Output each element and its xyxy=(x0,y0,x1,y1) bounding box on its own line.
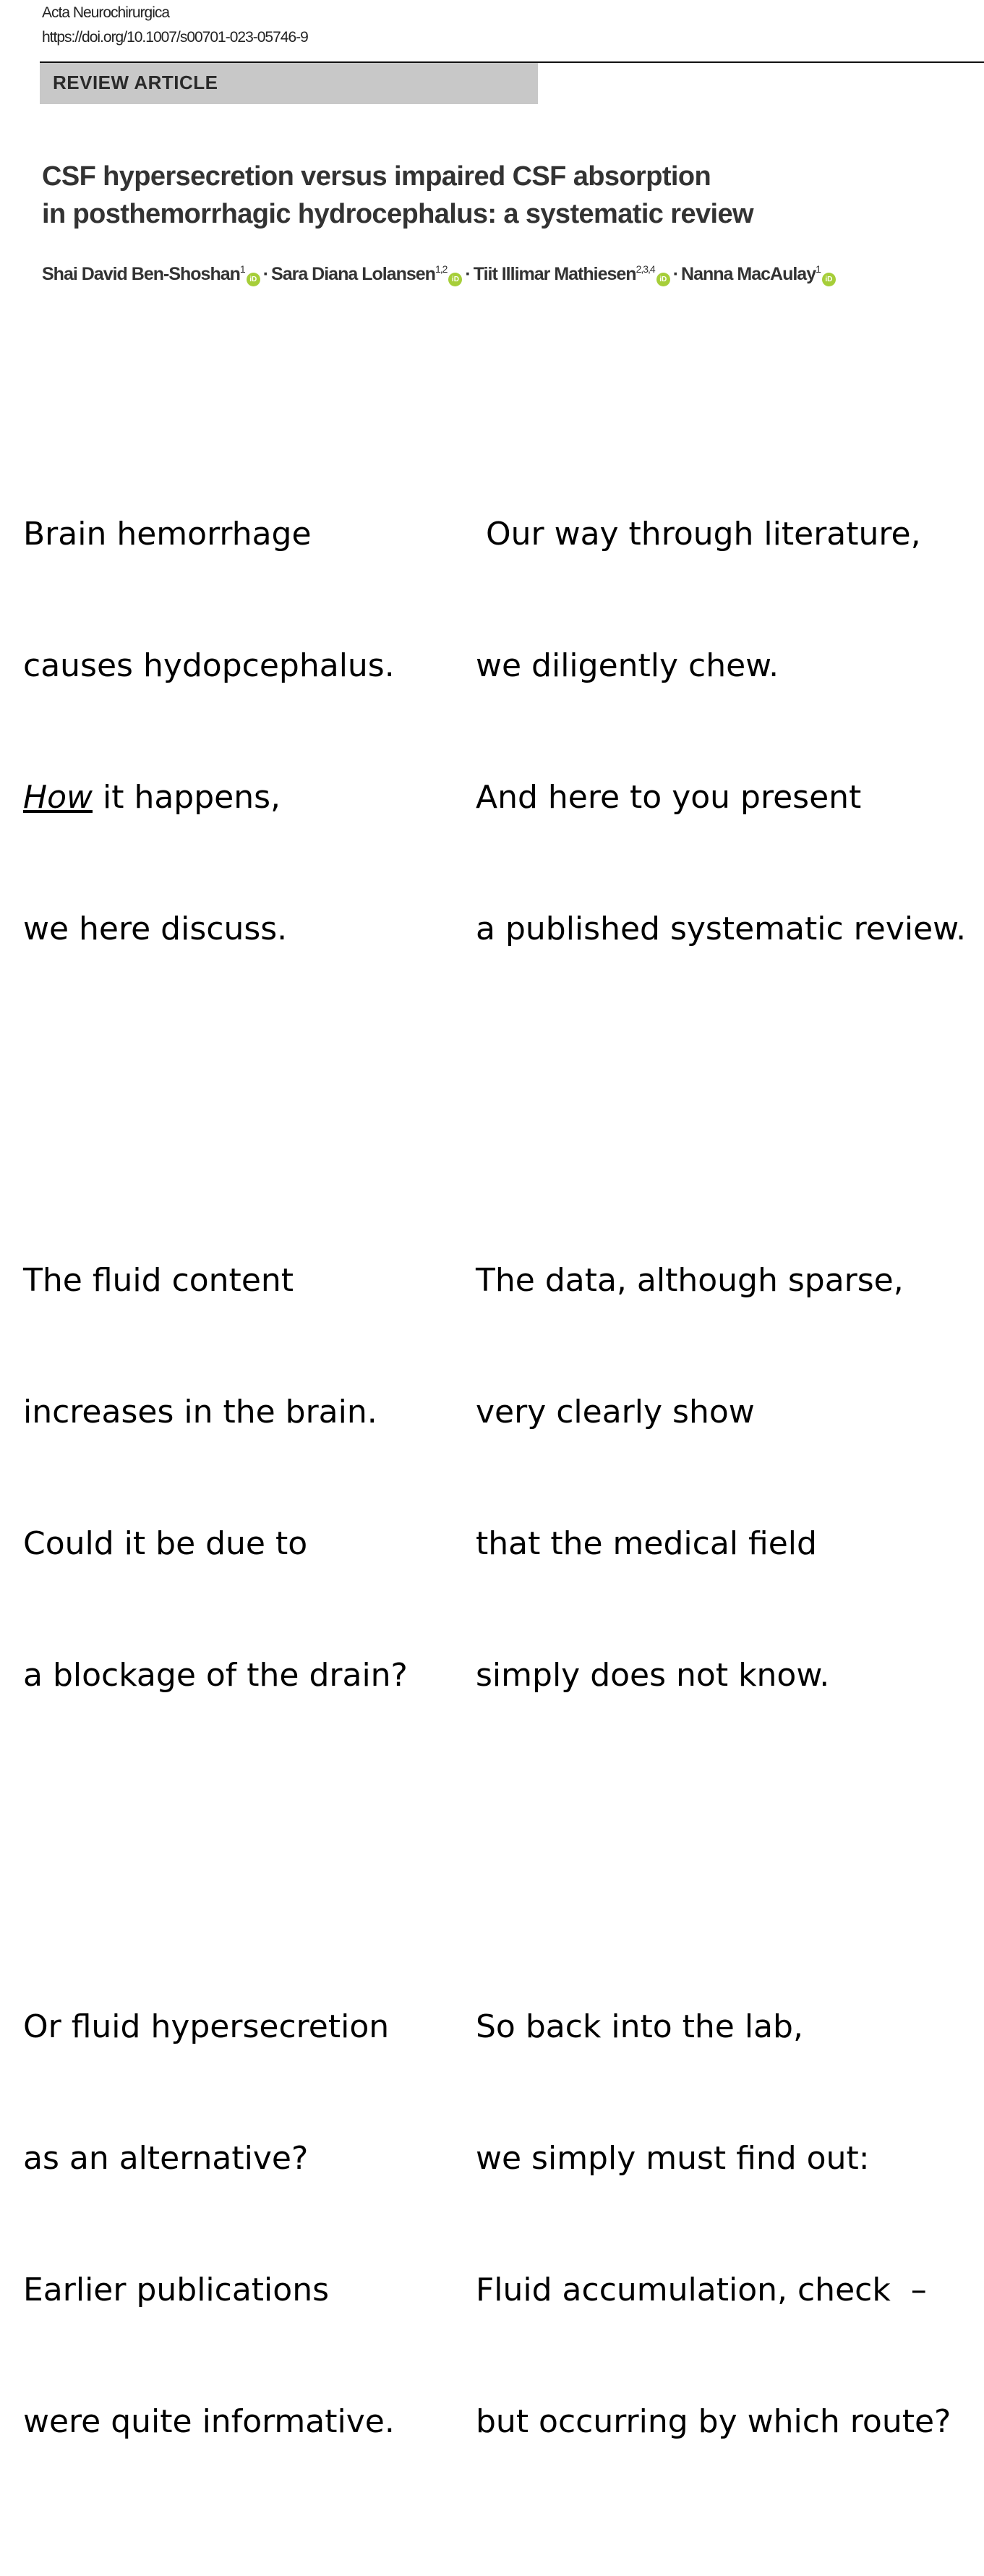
poem-line: we diligently chew. xyxy=(476,647,779,684)
poem-line: Could it be due to xyxy=(23,1524,308,1562)
poem-line: Or fluid hypersecretion xyxy=(23,2008,390,2045)
author-affiliation: 1,2 xyxy=(435,263,448,275)
author-affiliation: 1 xyxy=(816,263,821,275)
poem-line: we here discuss. xyxy=(23,910,288,948)
doi-link[interactable]: https://doi.org/10.1007/s00701-023-05746-9 xyxy=(42,29,308,46)
poem-line: were quite informative. xyxy=(23,2403,395,2441)
orcid-icon[interactable]: iD xyxy=(247,273,260,286)
orcid-icon[interactable]: iD xyxy=(448,273,462,286)
poem-line: increases in the brain. xyxy=(23,1393,377,1430)
poem-line: a blockage of the drain? xyxy=(23,1657,408,1694)
poem-line: causes hydopcephalus. xyxy=(23,647,395,684)
poem-line: that the medical field xyxy=(476,1524,817,1562)
poem-line: as an alternative? xyxy=(23,2139,309,2177)
author-separator: · xyxy=(672,264,679,284)
poem-line xyxy=(23,776,408,820)
author-name[interactable]: Shai David Ben-Shoshan xyxy=(42,264,240,284)
poem-emphasis: How xyxy=(23,779,93,816)
poem-stanza xyxy=(476,1171,966,1786)
author-affiliation: 2,3,4 xyxy=(636,263,655,275)
title-line-2: in posthemorrhagic hydrocephalus: a systematic review xyxy=(42,199,753,229)
author-separator: · xyxy=(262,264,269,284)
author-list xyxy=(42,263,982,286)
author-name[interactable]: Sara Diana Lolansen xyxy=(271,264,435,284)
poem-line: but occurring by which route? xyxy=(476,2403,951,2441)
article-title xyxy=(42,158,967,233)
orcid-icon[interactable]: iD xyxy=(656,273,670,286)
author-affiliation: 1 xyxy=(239,263,245,275)
poem-right-column xyxy=(476,337,966,2576)
title-line-1: CSF hypersecretion versus impaired CSF absorption xyxy=(42,161,711,192)
poem-line: So back into the lab, xyxy=(476,2008,803,2045)
poem-stanza xyxy=(23,1917,408,2532)
poem-stanza xyxy=(23,1171,408,1786)
poem-stanza xyxy=(23,425,408,1039)
author-separator: · xyxy=(465,264,471,284)
poem-line-rest: it happens, xyxy=(93,779,281,816)
article-type-banner xyxy=(40,63,538,104)
poem-line: we simply must find out: xyxy=(476,2139,870,2177)
poem-left-column xyxy=(23,337,408,2576)
orcid-icon[interactable]: iD xyxy=(822,273,836,286)
poem-line: Fluid accumulation, check – xyxy=(476,2271,927,2308)
author-name[interactable]: Tiit Illimar Mathiesen xyxy=(473,264,636,284)
author-name[interactable]: Nanna MacAulay xyxy=(681,264,816,284)
poem-line: Our way through literature, xyxy=(476,515,921,553)
poem-line: Brain hemorrhage xyxy=(23,515,312,553)
article-type-label: REVIEW ARTICLE xyxy=(53,72,218,93)
poem-line: The data, although sparse, xyxy=(476,1261,904,1299)
poem-line: And here to you present xyxy=(476,779,862,816)
poem-stanza xyxy=(476,1917,966,2532)
poem-line: The fluid content xyxy=(23,1261,294,1299)
poem-stanza xyxy=(476,425,966,1039)
journal-name: Acta Neurochirurgica xyxy=(42,4,170,21)
poem-line: Earlier publications xyxy=(23,2271,330,2308)
poem-line: very clearly show xyxy=(476,1393,755,1430)
poem-line: simply does not know. xyxy=(476,1657,830,1694)
poem-line: a published systematic review. xyxy=(476,910,967,948)
